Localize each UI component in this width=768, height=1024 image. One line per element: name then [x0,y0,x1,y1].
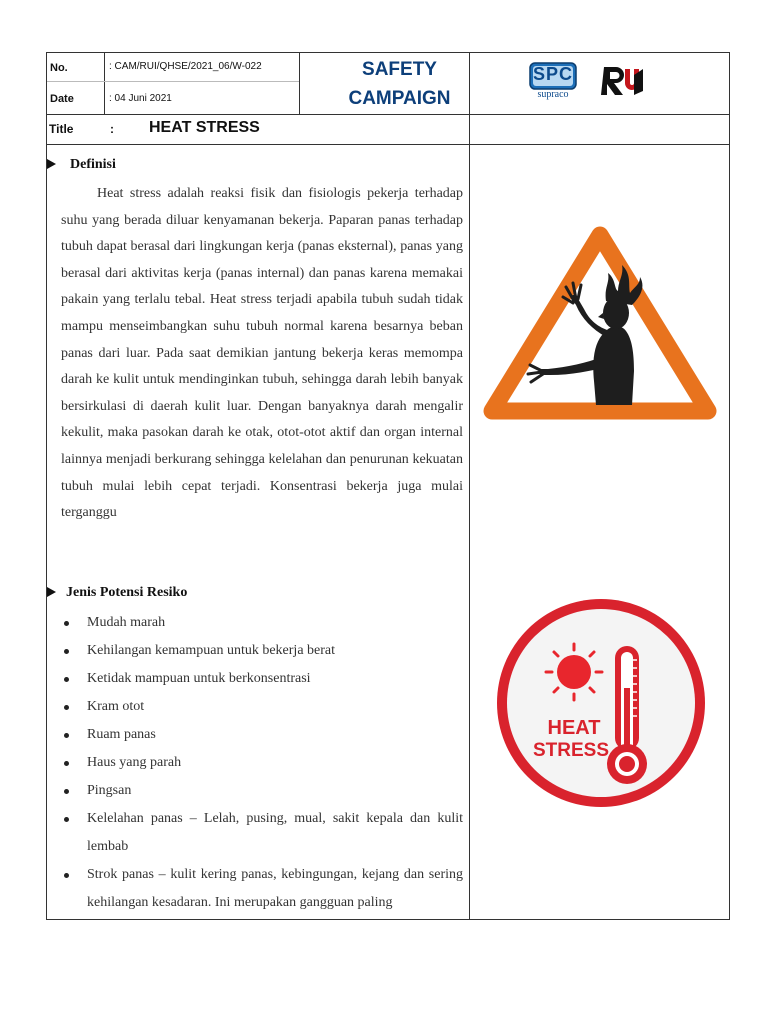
title-row [47,114,729,145]
doc-date-value: : 04 Juni 2021 [109,93,172,104]
document-sheet [46,52,730,920]
list-item: Strok panas – kulit kering panas, kebingungan, kejang dan sering kehilangan kesadaran. Ini merupakan gangguan paling [61,861,463,917]
list-item: Kelelahan panas – Lelah, pusing, mual, sakit kepala dan kulit lembab [61,805,463,861]
document-header [47,53,729,115]
doc-date-label: Date [50,93,74,105]
heat-stress-thermometer-icon [492,594,710,812]
badge-line-2: STRESS [532,740,610,761]
content-column [47,145,469,919]
risk-list [61,609,463,917]
arrow-bullet-icon [47,587,56,597]
heat-warning-triangle-icon [482,221,718,429]
doc-number-value: : CAM/RUI/QHSE/2021_06/W-022 [109,61,262,72]
campaign-title [302,55,497,113]
spc-logo [529,62,577,104]
doc-number-label: No. [50,62,68,74]
ru-logo [601,65,645,97]
illustration-column [470,145,729,919]
title-label: Title [49,122,74,136]
campaign-line-1: SAFETY [362,59,437,80]
title-separator: : [110,122,114,136]
risiko-heading-text: Jenis Potensi Resiko [66,585,188,600]
arrow-bullet-icon [47,159,56,169]
list-item: Kehilangan kemampuan untuk bekerja berat [61,637,463,665]
spc-logo-text: SPC [532,64,573,84]
definisi-heading [47,157,116,173]
spc-logo-subtext: supraco [537,89,569,100]
header-divider [104,53,105,114]
badge-line-1: HEAT [547,717,601,739]
document-title: HEAT STRESS [149,119,260,136]
list-item: Kram otot [61,693,463,721]
list-item: Mudah marah [61,609,463,637]
campaign-line-2: CAMPAIGN [348,88,451,109]
list-item: Haus yang parah [61,749,463,777]
list-item: Pingsan [61,777,463,805]
definisi-heading-text: Definisi [70,157,116,172]
header-divider [47,81,299,82]
definisi-paragraph: Heat stress adalah reaksi fisik dan fisiologis pekerja terhadap suhu yang berada diluar kenyamanan bekerja. Paparan panas terhadap tubuh dapat berasal dari lingkungan kerja (panas eksternal), panas yang berasal dari aktivitas kerja (panas internal) dan panas karena memakai pakain yang terlalu tebal. Heat stress terjadi apabila tubuh sudah tidak mampu menseimbangkan suhu tubuh normal karena besarnya beban panas dari luar. Pada saat demikian jantung bekerja keras memompa darah ke kulit untuk mendinginkan tubuh, sehingga darah lebih banyak bersirkulasi di daerah kulit luar. Dengan banyaknya darah mengalir kekulit, maka pasokan darah ke otak, otot-otot aktif dan organ internal lainnya menjadi berkurang sehingga kelelahan dan penurunan kekuatan tubuh mulai lebih cepat terjadi. Konsentrasi bekerja juga mulai terganggu [61,186,463,521]
risiko-heading [47,585,187,601]
list-item: Ruam panas [61,721,463,749]
list-item: Ketidak mampuan untuk berkonsentrasi [61,665,463,693]
title-divider [469,114,470,144]
header-divider [299,53,300,114]
ru-logo-mark [601,65,645,97]
